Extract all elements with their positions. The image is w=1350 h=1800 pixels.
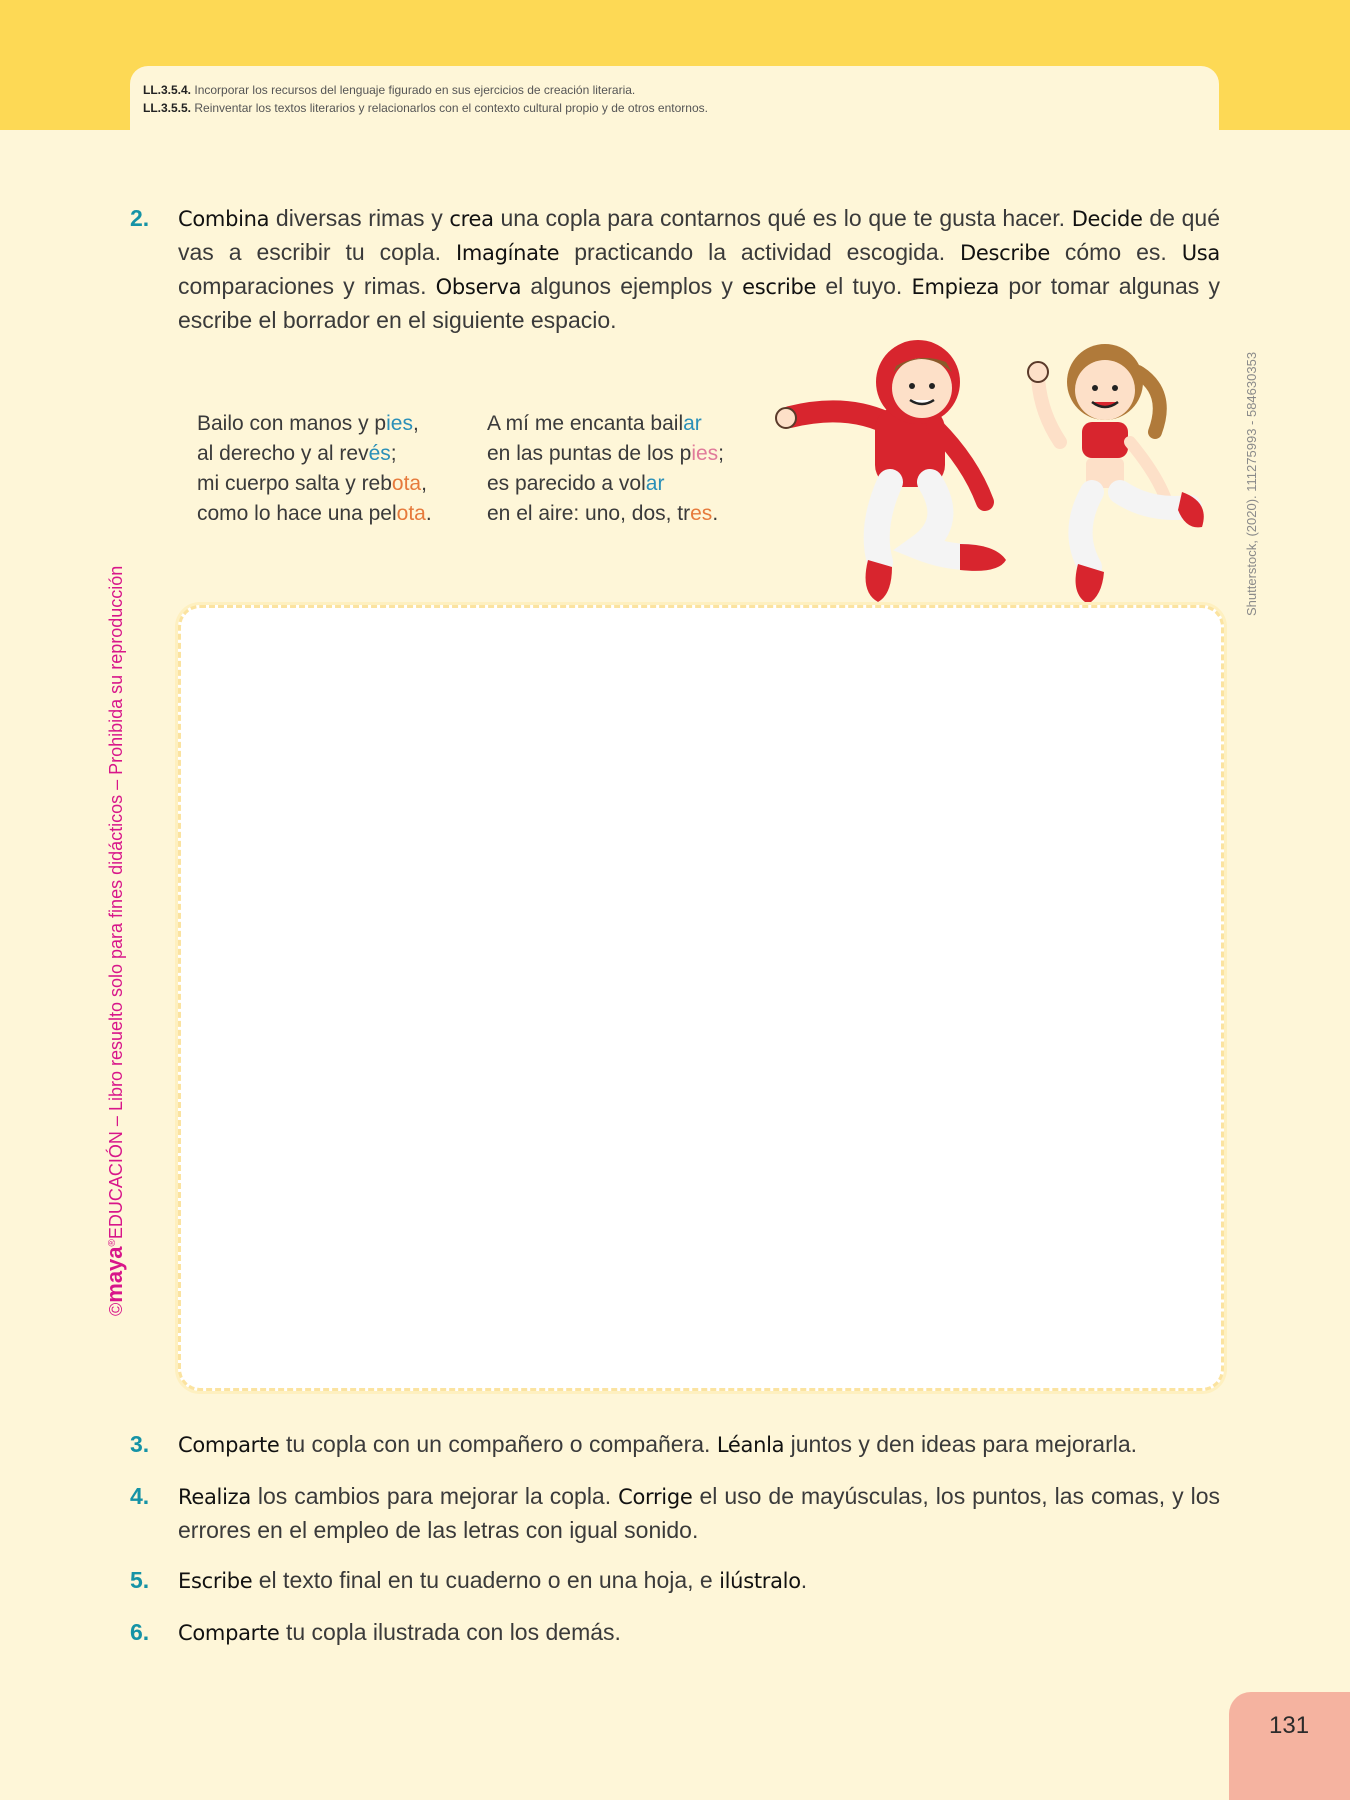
activity-2 <box>130 202 1220 337</box>
draft-writing-area[interactable] <box>178 605 1224 1391</box>
poem-line: es parecido a volar <box>487 472 665 495</box>
activity-number: 2. <box>130 205 150 231</box>
poem-line: al derecho y al revés; <box>197 442 397 465</box>
activity-number: 5. <box>130 1567 150 1593</box>
poem-line: A mí me encanta bailar <box>487 412 702 435</box>
poem-line: en el aire: uno, dos, tres. <box>487 502 719 525</box>
poem-line: mi cuerpo salta y rebota, <box>197 472 427 495</box>
image-credit: Shutterstock, (2020). 111275993 - 584630353 <box>1244 351 1259 616</box>
activity-text: Comparte tu copla ilustrada con los demás. <box>178 1619 621 1645</box>
activity-3 <box>130 1428 1220 1462</box>
girl-dancer <box>1028 344 1204 604</box>
activity-number: 3. <box>130 1431 150 1457</box>
poem-line: Bailo con manos y pies, <box>197 412 419 435</box>
activity-number: 6. <box>130 1619 150 1645</box>
activity-6 <box>130 1616 1220 1650</box>
activity-text: Comparte tu copla con un compañero o compañera. Léanla juntos y den ideas para mejorarla. <box>178 1431 1138 1457</box>
activity-text: Escribe el texto final en tu cuaderno o en una hoja, e ilústralo. <box>178 1567 808 1593</box>
poem-line: como lo hace una pelota. <box>197 502 432 525</box>
page-number: 131 <box>1269 1712 1310 1739</box>
activity-number: 4. <box>130 1483 150 1509</box>
poem-example-1 <box>197 409 432 529</box>
page-number-tab <box>1229 1692 1350 1800</box>
poem-line: en las puntas de los pies; <box>487 442 725 465</box>
standard-line: LL.3.5.4. Incorporar los recursos del lenguaje figurado en sus ejercicios de creación literaria. <box>143 83 636 97</box>
standard-line: LL.3.5.5. Reinventar los textos literarios y relacionarlos con el contexto cultural propio y de otros entornos. <box>143 101 708 115</box>
dancing-children-illustration <box>770 332 1210 622</box>
copyright-notice: ©maya®EDUCACIÓN – Libro resuelto solo para fines didácticos – Prohibida su reproducción <box>102 565 127 1316</box>
activity-text: Combina diversas rimas y crea una copla para contarnos qué es lo que te gusta hacer. Decide de qué vas a escribir tu copla. Imagínate practicando la actividad escogida. Describe cómo es. Usa comparaciones y rimas. Observa algunos ejemplos y escribe el tuyo. Empieza por tomar algunas y escribe el borrador en el siguiente espacio. <box>178 205 1221 333</box>
standards-box <box>130 66 1219 130</box>
activity-text: Realiza los cambios para mejorar la copla. Corrige el uso de mayúsculas, los puntos, las comas, y los errores en el empleo de las letras con igual sonido. <box>178 1483 1220 1543</box>
activity-4 <box>130 1480 1220 1547</box>
boy-dancer <box>776 340 1006 602</box>
activity-5 <box>130 1564 1220 1598</box>
poem-example-2 <box>487 409 724 529</box>
